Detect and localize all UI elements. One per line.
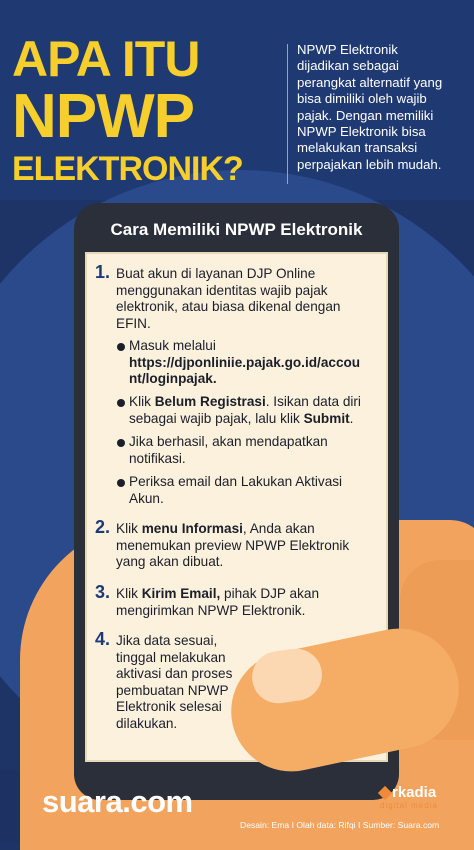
arkadia-logo-text: rkadia (392, 784, 437, 801)
step-text-line: EFIN. (116, 315, 151, 331)
step-text-line: Jika data sesuai, (116, 633, 218, 648)
sub-text-line: Akun. (129, 490, 164, 506)
sub-text-line: Periksa email dan Lakukan Aktivasi (129, 474, 343, 489)
login-url-line: https://djponliniie.pajak.go.id/accou (129, 354, 361, 370)
step-text-bold: Kirim Email, (141, 586, 221, 601)
sub-text: sebagai wajib pajak, lalu klik (129, 410, 304, 426)
step-text: Klik (116, 586, 142, 601)
step-text: , Anda akan (242, 521, 315, 536)
sub-text: . (349, 410, 354, 426)
sub-text-line: Masuk melalui (129, 338, 216, 353)
sub-text-bold: Belum Registrasi (154, 394, 266, 409)
credits-text: Desain: Ema I Olah data: Rifqi I Sumber: Suara.com (240, 820, 440, 830)
intro-line: NPWP Elektronik (297, 42, 398, 57)
sub-text: . Isikan data diri (265, 394, 361, 409)
phone-header-title: Cara Memiliki NPWP Elektronik (110, 220, 363, 239)
step-text-line: tinggal melakukan (116, 649, 226, 665)
headline-line-3: ELEKTRONIK? (12, 150, 243, 188)
step-text-line: mengirimkan NPWP Elektronik. (116, 602, 306, 618)
step-text-line: menggunakan identitas wajib pajak (116, 282, 328, 298)
step-text-line: Elektronik selesai (116, 699, 222, 714)
sub-text-line: notifikasi. (129, 450, 186, 466)
arkadia-logo-icon (378, 785, 392, 799)
intro-line: perangkat alternatif yang (297, 74, 443, 90)
sub-text-line: Jika berhasil, akan mendapatkan (129, 434, 328, 449)
step-number: 2. (95, 517, 111, 537)
sub-text: Klik (129, 394, 155, 409)
login-url-line: nt/loginpajak. (129, 371, 217, 386)
intro-line: bisa dimiliki oleh wajib (297, 91, 427, 107)
step-text: pihak DJP akan (220, 586, 320, 601)
arkadia-logo-subtitle: digital media (380, 801, 438, 810)
headline-line-2: NPWP (12, 82, 194, 151)
step-text: Klik (116, 521, 142, 536)
intro-line: pajak. Dengan memiliki (297, 107, 434, 123)
intro-line: perpajakan lebih mudah. (297, 156, 442, 172)
step-text-line: pembuatan NPWP (116, 682, 229, 698)
arkadia-logo (380, 784, 438, 810)
intro-line: dijadikan sebagai (297, 58, 399, 74)
intro-line: melakukan transaksi (297, 140, 418, 156)
step-text-bold: menu Informasi (141, 521, 243, 536)
suara-logo: suara.com (42, 784, 193, 819)
step-text-line: aktivasi dan proses (116, 666, 233, 681)
step-text-line: yang akan dibuat. (116, 554, 224, 569)
intro-text (297, 42, 467, 173)
step-text-line: menemukan preview NPWP Elektronik (116, 537, 350, 553)
bullet-icon (117, 479, 125, 487)
step-number: 4. (95, 629, 111, 649)
step-number: 3. (95, 582, 111, 602)
headline-line-1: APA ITU (12, 31, 200, 87)
step-text-line: elektronik, atau biasa dikenal dengan (116, 299, 341, 314)
step-text-line: Buat akun di layanan DJP Online (116, 266, 316, 281)
headline-divider (287, 44, 288, 184)
step-number: 1. (95, 262, 111, 282)
intro-line: NPWP Elektronik bisa (297, 124, 426, 140)
bullet-icon (117, 439, 125, 447)
bullet-icon (117, 399, 125, 407)
headline (12, 31, 282, 188)
bullet-icon (117, 343, 125, 351)
sub-text-bold: Submit (303, 410, 350, 426)
step-text-line: dilakukan. (116, 715, 178, 731)
